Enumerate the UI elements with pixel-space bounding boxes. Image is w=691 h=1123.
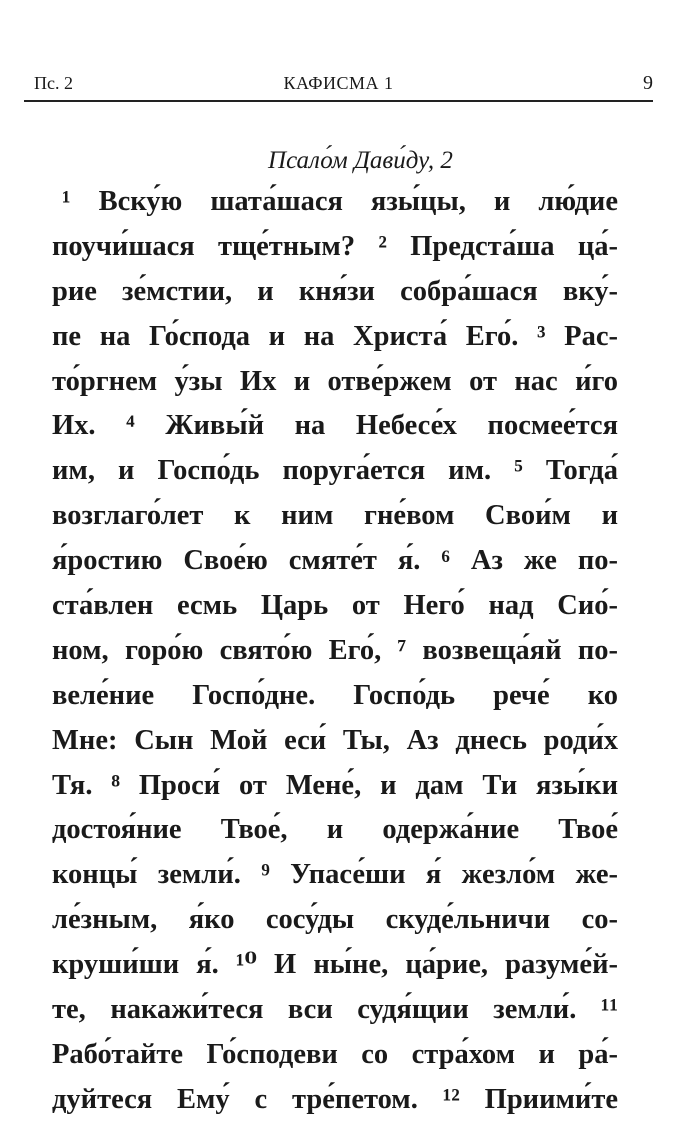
text-line: Рабо́тайте Го́сподеви со стра́хом и ра́- [52, 1038, 618, 1070]
text-line: те, накажи́теся вси судя́щии земли́. ¹¹ [52, 994, 618, 1026]
text-line: ¹ Вску́ю шата́шася язы́цы, и лю́дие [62, 186, 618, 217]
text-line: Мне: Сын Мой еси́ Ты, Аз днесь роди́х [52, 724, 618, 756]
text-line: я́ростию Свое́ю смяте́т я́. ⁶ Аз же по- [52, 545, 618, 577]
psalm-reference: Пс. 2 [34, 73, 73, 93]
text-line: ле́зным, я́ко сосу́ды скуде́льничи со- [52, 904, 618, 936]
text-line: веле́ние Госпо́дне. Госпо́дь рече́ ко [52, 679, 618, 711]
text-line: пе на Го́спода и на Христа́ Его́. ³ Рас- [52, 320, 618, 352]
text-line: Их. ⁴ Живы́й на Небесе́х посмее́тся [52, 410, 618, 442]
text-line: поучи́шася тще́тным? ² Предста́ша ца́- [52, 230, 618, 262]
text-line: ном, горо́ю свято́ю Его́, ⁷ возвеща́яй по- [52, 634, 618, 666]
text-line: концы́ земли́. ⁹ Упасе́ши я́ жезло́м же- [52, 859, 618, 891]
text-line: возглаго́лет к ним гне́вом Свои́м и [52, 500, 618, 532]
running-header [24, 70, 653, 96]
text-line: рие зе́мстии, и кня́зи собра́шася вку́- [52, 275, 618, 307]
header-rule [24, 100, 653, 102]
psalm-text [52, 180, 618, 1123]
text-line: ста́влен есмь Царь от Него́ над Сио́- [52, 590, 618, 622]
text-line: то́ргнем у́зы Их и отве́ржем от нас и́го [52, 365, 618, 397]
text-line: им, и Госпо́дь поруга́ется им. ⁵ Тогда́ [52, 455, 618, 487]
text-line: дуйтеся Ему́ с тре́петом. ¹² Приими́те [52, 1083, 618, 1115]
text-line: круши́ши я́. ¹⁰ И ны́не, ца́рие, разуме́й- [52, 949, 618, 981]
page-number: 9 [643, 72, 653, 94]
kathisma-title: КАФИСМА 1 [283, 73, 394, 93]
text-line: Тя. ⁸ Проси́ от Мене́, и дам Ти язы́ки [52, 769, 618, 801]
text-line: достоя́ние Твое́, и одержа́ние Твое́ [52, 814, 618, 846]
psalm-title: Псало́м Дави́ду, 2 [268, 147, 453, 174]
